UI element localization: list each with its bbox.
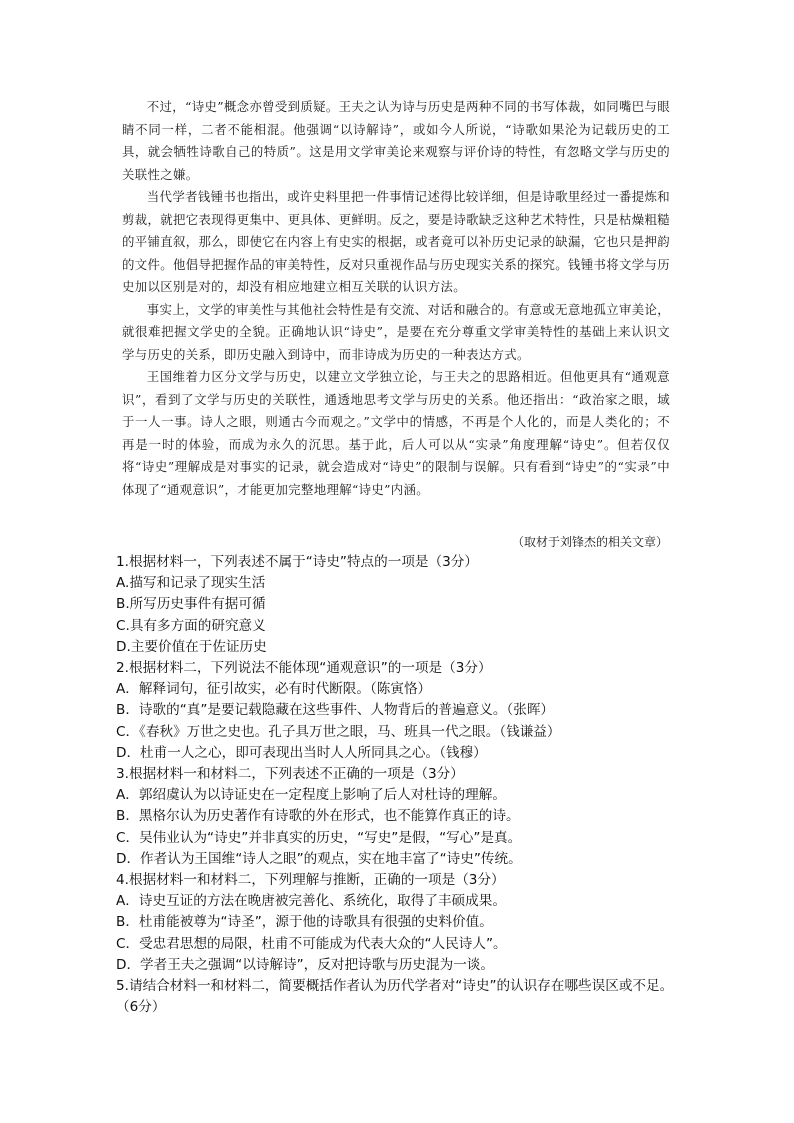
option-a: A．郭绍虞认为以诗证史在一定程度上影响了后人对杜诗的理解。 [116, 787, 506, 804]
option-d: D．杜甫一人之心，即可表现出当时人人所同具之心。（钱穆） [116, 744, 487, 761]
passage-paragraph: 事实上，文学的审美性与其他社会特性是有交流、对话和融合的。有意或无意地孤立审美论，就很难把握文学史的全貌。正确地认识“诗史”，是要在充分尊重文学审美特性的基础上来认识文学与历史的关系，即历史融入到诗中，而非诗成为历史的一种表达方式。 [122, 301, 670, 362]
option-b: B.所写历史事件有据可循 [116, 596, 266, 613]
passage-paragraph: 不过，“诗史”概念亦曾受到质疑。王夫之认为诗与历史是两种不同的书写体裁，如同嘴巴与眼睛不同一样，二者不能相混。他强调“以诗解诗”，或如今人所说，“诗歌如果沦为记载历史的工具，就会牺牲诗歌自己的特质”。这是用文学审美论来观察与评价诗的特性，有忽略文学与历史的关联性之嫌。 [122, 99, 670, 182]
option-d: D．学者王夫之强调“以诗解诗”，反对把诗歌与历史混为一谈。 [116, 956, 494, 973]
passage-paragraph: 王国维着力区分文学与历史，以建立文学独立论，与王夫之的思路相近。但他更具有“通观意识”，看到了文学与历史的关联性，通透地思考文学与历史的关系。他还指出：“政治家之眼，域于一人一事。诗人之眼，则通古今而观之。”文学中的情感，不再是个人化的，而是人类化的；不再是一时的体验，而成为永久的沉思。基于此，后人可以从“实录”角度理解“诗史”。但若仅仅将“诗史”理解成是对事实的记录，就会造成对“诗史”的限制与误解。只有看到“诗史”的“实录”中体现了“通观意识”，才能更加完整地理解“诗史”内涵。 [122, 369, 670, 497]
question-5 [116, 976, 676, 1018]
option-c: C．《春秋》万世之史也。孔子具万世之眼，马、班具一代之眼。（钱谦益） [116, 723, 561, 740]
question-1 [116, 552, 676, 658]
question-stem: 2.根据材料二，下列说法不能体现“通观意识”的一项是（3分） [116, 660, 492, 677]
option-b: B．诗歌的“真”是要记载隐藏在这些事件、人物背后的普遍意义。（张晖） [116, 702, 555, 719]
question-2 [116, 658, 676, 764]
option-a: A．解释词句，征引故实，必有时代断限。（陈寅恪） [116, 681, 432, 698]
option-b: B．黑格尔认为历史著作有诗歌的外在形式，也不能算作真正的诗。 [116, 808, 520, 825]
passage-source: （取材于刘锋杰的相关文章） [511, 535, 668, 549]
option-a: A．诗史互证的方法在晚唐被完善化、系统化，取得了丰硕成果。 [116, 893, 506, 910]
question-stem: 1.根据材料一，下列表述不属于“诗史”特点的一项是（3分） [116, 554, 478, 570]
question-stem: 4.根据材料一和材料二，下列理解与推断，正确的一项是（3分） [116, 872, 505, 889]
question-stem: 5.请结合材料一和材料二，简要概括作者认为历代学者对“诗史”的认识存在哪些误区或不足。（6分） [116, 978, 674, 1016]
option-d: D.主要价值在于佐证历史 [116, 638, 267, 655]
option-d: D．作者认为王国维“诗人之眼”的观点，实在地丰富了“诗史”传统。 [116, 850, 522, 867]
question-stem: 3.根据材料一和材料二，下列表述不正确的一项是（3分） [116, 766, 464, 783]
option-a: A.描写和记录了现实生活 [116, 575, 266, 592]
option-b: B．杜甫能被尊为“诗圣”，源于他的诗歌具有很强的史料价值。 [116, 914, 493, 931]
reading-passage [122, 96, 670, 501]
question-3 [116, 764, 676, 870]
question-4 [116, 870, 676, 976]
question-list [116, 552, 676, 1018]
option-c: C．受忠君思想的局限，杜甫不可能成为代表大众的“人民诗人”。 [116, 935, 507, 952]
option-c: C.具有多方面的研究意义 [116, 617, 266, 634]
option-c: C．吴伟业认为“诗史”并非真实的历史，“写史”是假，“写心”是真。 [116, 829, 522, 846]
passage-paragraph: 当代学者钱锺书也指出，或许史料里把一件事情记述得比较详细，但是诗歌里经过一番提炼和剪裁，就把它表现得更集中、更具体、更鲜明。反之，要是诗歌缺乏这种艺术特性，只是枯燥粗糙的平铺直叙，那么，即使它在内容上有史实的根据，或者竟可以补历史记录的缺漏，它也只是押韵的文件。他倡导把握作品的审美特性，反对只重视作品与历史现实关系的探究。钱锺书将文学与历史加以区别是对的，却没有相应地建立相互关联的认识方法。 [122, 189, 670, 294]
